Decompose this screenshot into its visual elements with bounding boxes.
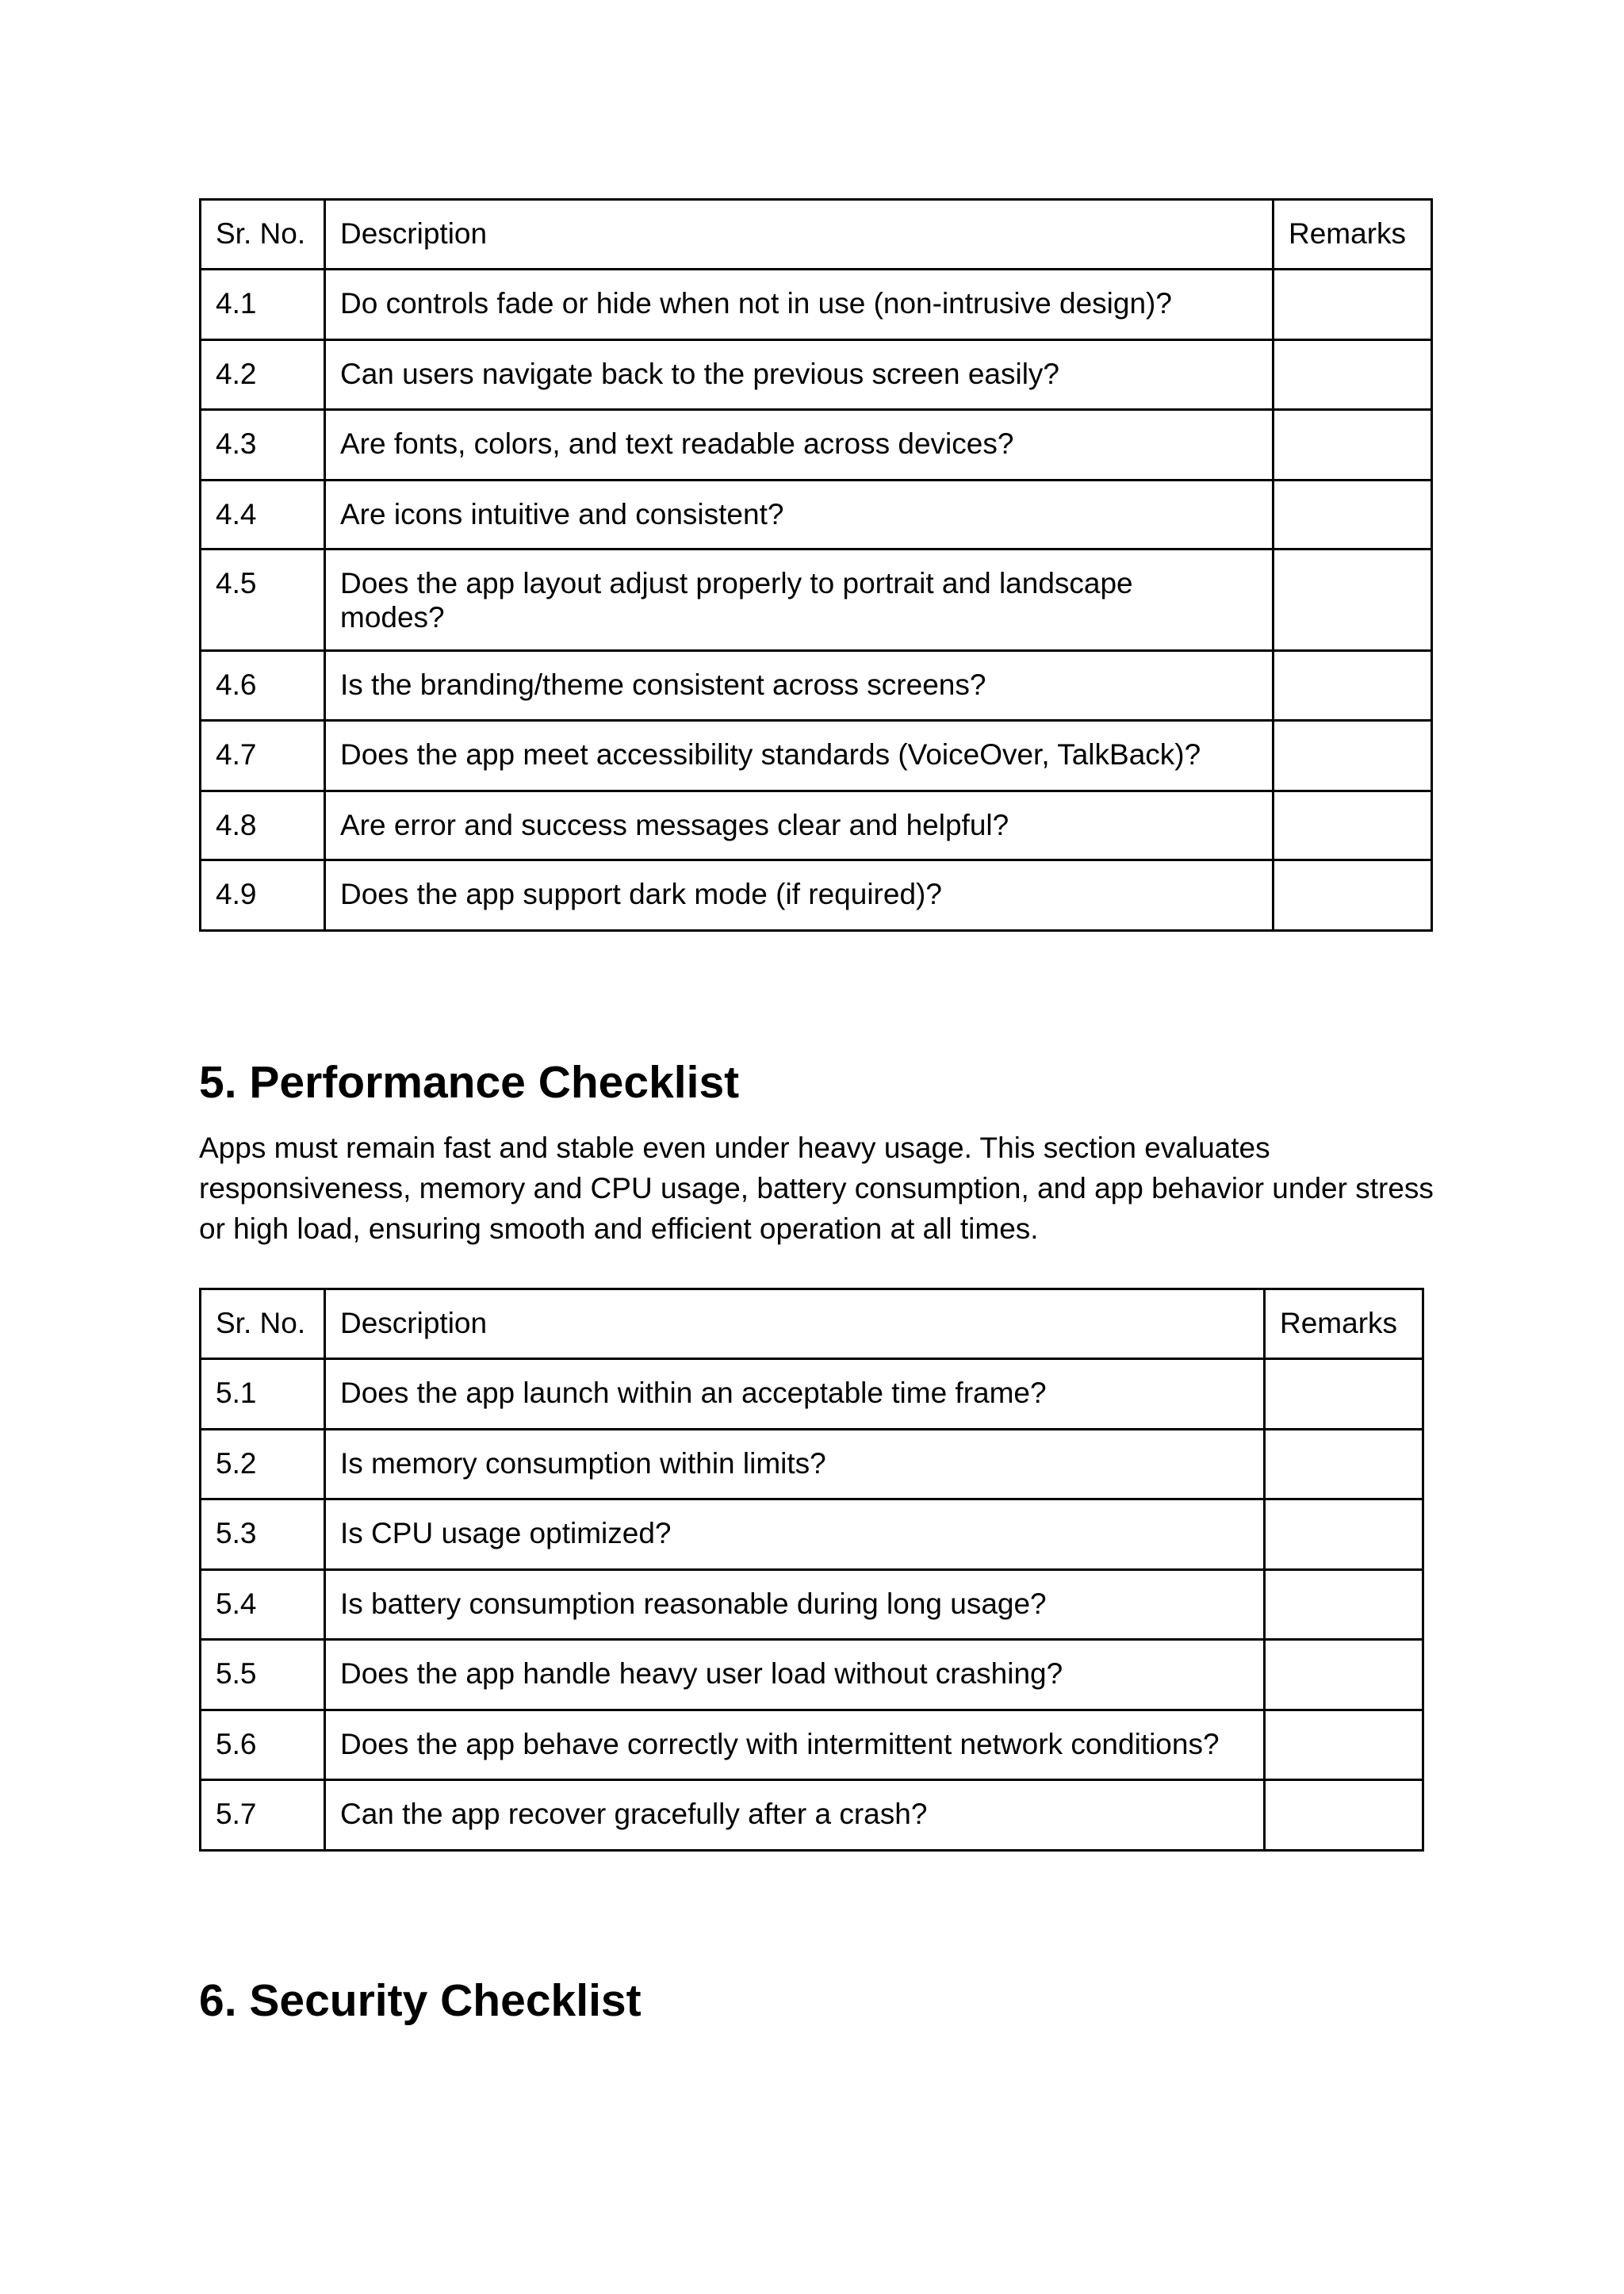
remarks-cell[interactable] <box>1274 651 1432 721</box>
sr-no-cell: 5.4 <box>201 1570 325 1640</box>
remarks-cell[interactable] <box>1265 1430 1423 1499</box>
table-row <box>201 1780 1423 1851</box>
sr-no-cell: 5.6 <box>201 1710 325 1780</box>
description-cell: Do controls fade or hide when not in use (non-intrusive design)? <box>325 270 1274 340</box>
sr-no-cell: 5.5 <box>201 1640 325 1710</box>
table-row <box>201 1359 1423 1430</box>
description-cell: Does the app launch within an acceptable time frame? <box>325 1359 1265 1430</box>
header-sr-no: Sr. No. <box>201 200 325 270</box>
description-cell: Does the app behave correctly with intermittent network conditions? <box>325 1710 1265 1780</box>
description-cell: Does the app support dark mode (if required)? <box>325 860 1274 931</box>
sr-no-cell: 5.1 <box>201 1359 325 1430</box>
description-cell: Can the app recover gracefully after a crash? <box>325 1780 1265 1851</box>
performance-section-intro: Apps must remain fast and stable even under heavy usage. This section evaluates responsiveness, memory and CPU usage, battery consumption, and app behavior under stress or high load, ensuring smooth and efficient operation at all times. <box>199 1132 1434 1245</box>
remarks-cell[interactable] <box>1265 1640 1423 1710</box>
table-row <box>201 721 1432 791</box>
description-cell: Are fonts, colors, and text readable across devices? <box>325 410 1274 481</box>
header-remarks: Remarks <box>1265 1289 1423 1359</box>
table-row <box>201 270 1432 340</box>
header-remarks: Remarks <box>1274 200 1432 270</box>
description-cell: Are error and success messages clear and helpful? <box>325 791 1274 860</box>
description-cell: Is memory consumption within limits? <box>325 1430 1265 1499</box>
description-cell: Does the app meet accessibility standards (VoiceOver, TalkBack)? <box>325 721 1274 791</box>
remarks-cell[interactable] <box>1274 721 1432 791</box>
table-row <box>201 340 1432 410</box>
header-description: Description <box>325 1289 1265 1359</box>
table-row <box>201 1640 1423 1710</box>
sr-no-cell: 4.8 <box>201 791 325 860</box>
sr-no-cell: 4.3 <box>201 410 325 481</box>
sr-no-cell: 4.4 <box>201 481 325 550</box>
sr-no-cell: 5.3 <box>201 1499 325 1570</box>
remarks-cell[interactable] <box>1265 1780 1423 1851</box>
table-header-row <box>201 1289 1423 1359</box>
sr-no-cell: 4.6 <box>201 651 325 721</box>
sr-no-cell: 4.7 <box>201 721 325 791</box>
description-cell: Can users navigate back to the previous screen easily? <box>325 340 1274 410</box>
table-row <box>201 1499 1423 1570</box>
sr-no-cell: 4.5 <box>201 550 325 651</box>
header-description: Description <box>325 200 1274 270</box>
description-cell: Are icons intuitive and consistent? <box>325 481 1274 550</box>
description-cell: Is the branding/theme consistent across screens? <box>325 651 1274 721</box>
remarks-cell[interactable] <box>1274 340 1432 410</box>
table-header-row <box>201 200 1432 270</box>
remarks-cell[interactable] <box>1274 481 1432 550</box>
table-row <box>201 481 1432 550</box>
remarks-cell[interactable] <box>1265 1570 1423 1640</box>
description-cell: Does the app handle heavy user load without crashing? <box>325 1640 1265 1710</box>
remarks-cell[interactable] <box>1274 860 1432 931</box>
remarks-cell[interactable] <box>1274 791 1432 860</box>
usability-table-body <box>201 200 1432 931</box>
table-row <box>201 1570 1423 1640</box>
remarks-cell[interactable] <box>1265 1499 1423 1570</box>
table-row <box>201 791 1432 860</box>
description-cell: Is CPU usage optimized? <box>325 1499 1265 1570</box>
header-sr-no: Sr. No. <box>201 1289 325 1359</box>
performance-checklist-table <box>199 1288 1424 1852</box>
remarks-cell[interactable] <box>1274 550 1432 651</box>
table-row <box>201 651 1432 721</box>
table-row <box>201 410 1432 481</box>
remarks-cell[interactable] <box>1265 1710 1423 1780</box>
description-cell: Is battery consumption reasonable during long usage? <box>325 1570 1265 1640</box>
performance-table-body <box>201 1289 1423 1851</box>
table-row <box>201 1710 1423 1780</box>
sr-no-cell: 4.2 <box>201 340 325 410</box>
description-cell: Does the app layout adjust properly to portrait and landscape modes? <box>325 550 1274 651</box>
sr-no-cell: 4.9 <box>201 860 325 931</box>
performance-section-heading: 5. Performance Checklist <box>199 1057 740 1108</box>
sr-no-cell: 5.7 <box>201 1780 325 1851</box>
remarks-cell[interactable] <box>1274 410 1432 481</box>
security-section-heading: 6. Security Checklist <box>199 1975 642 2026</box>
remarks-cell[interactable] <box>1265 1359 1423 1430</box>
usability-checklist-table <box>199 198 1433 932</box>
sr-no-cell: 5.2 <box>201 1430 325 1499</box>
sr-no-cell: 4.1 <box>201 270 325 340</box>
table-row <box>201 550 1432 651</box>
table-row <box>201 1430 1423 1499</box>
remarks-cell[interactable] <box>1274 270 1432 340</box>
table-row <box>201 860 1432 931</box>
